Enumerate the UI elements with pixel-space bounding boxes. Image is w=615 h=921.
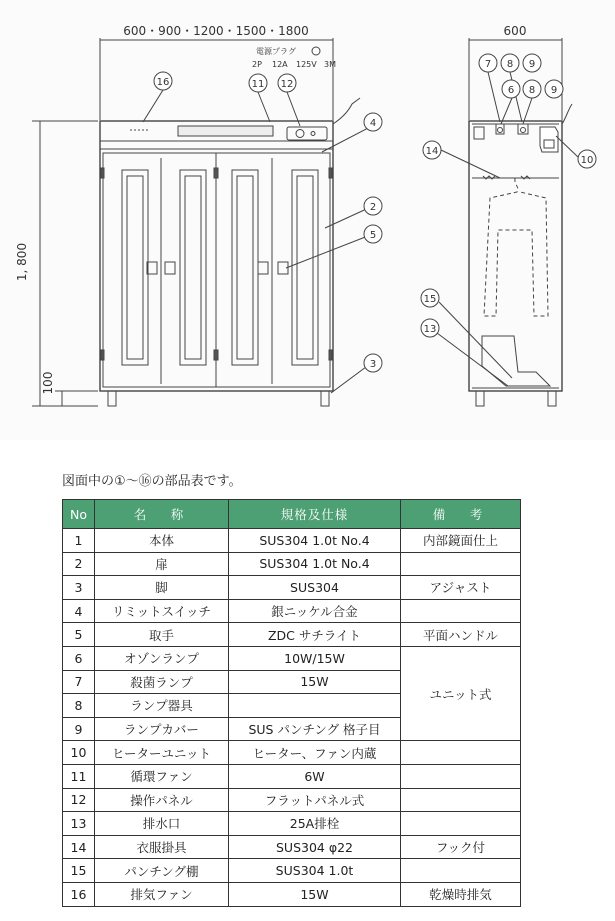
cell-name: 衣服掛具 — [95, 835, 229, 859]
callout-6: 6 — [507, 85, 515, 96]
table-caption: 図面中の①～⑯の部品表です。 — [62, 474, 242, 489]
cell-no: 16 — [63, 882, 95, 906]
cell-no: 1 — [63, 529, 95, 553]
cell-name: 排気ファン — [95, 882, 229, 906]
cell-remark — [401, 812, 521, 836]
plug-spec-3: 125V — [296, 60, 317, 69]
header-remark: 備 考 — [401, 500, 521, 529]
callout-9-top: 9 — [528, 59, 536, 70]
callout-15: 15 — [423, 294, 437, 305]
cell-name: ヒーターユニット — [95, 741, 229, 765]
cell-spec: SUS304 — [229, 576, 401, 600]
callout-13: 13 — [423, 324, 437, 335]
callout-4: 4 — [369, 118, 377, 129]
table-row — [63, 646, 521, 670]
cell-no: 9 — [63, 717, 95, 741]
callout-11: 11 — [251, 79, 265, 90]
cell-spec: 15W — [229, 670, 401, 694]
cell-remark — [401, 859, 521, 883]
table-row — [63, 552, 521, 576]
cell-no: 11 — [63, 764, 95, 788]
callout-12: 12 — [280, 79, 294, 90]
table-row — [63, 812, 521, 836]
header-spec: 規格及仕様 — [229, 500, 401, 529]
cell-remark — [401, 552, 521, 576]
table-row — [63, 859, 521, 883]
drawing-svg — [0, 0, 615, 440]
callout-7: 7 — [484, 59, 492, 70]
cell-remark: フック付 — [401, 835, 521, 859]
callout-3: 3 — [369, 359, 377, 370]
callout-14: 14 — [425, 146, 439, 157]
table-row — [63, 788, 521, 812]
table-row — [63, 835, 521, 859]
cell-spec: ZDC サチライト — [229, 623, 401, 647]
table-row — [63, 576, 521, 600]
cell-spec: SUS304 1.0t No.4 — [229, 552, 401, 576]
cell-spec: SUS304 1.0t No.4 — [229, 529, 401, 553]
cell-no: 7 — [63, 670, 95, 694]
cell-spec: ヒーター、ファン内蔵 — [229, 741, 401, 765]
cell-remark: アジャスト — [401, 576, 521, 600]
cell-name: パンチング棚 — [95, 859, 229, 883]
plug-spec-2: 12A — [272, 60, 288, 69]
height-dimension: 1, 800 — [15, 242, 29, 282]
table-row — [63, 764, 521, 788]
cell-spec: フラットパネル式 — [229, 788, 401, 812]
cell-no: 15 — [63, 859, 95, 883]
cell-remark: 乾燥時排気 — [401, 882, 521, 906]
cell-remark — [401, 764, 521, 788]
cell-spec: SUS パンチング 格子目 — [229, 717, 401, 741]
table-row — [63, 882, 521, 906]
technical-drawing — [0, 0, 615, 440]
cell-no: 13 — [63, 812, 95, 836]
cell-name: 本体 — [95, 529, 229, 553]
callout-9-lower: 9 — [550, 85, 558, 96]
cell-name: ランプ器具 — [95, 694, 229, 718]
cell-spec: 10W/15W — [229, 646, 401, 670]
header-no: No — [63, 500, 95, 529]
cell-name: 循環ファン — [95, 764, 229, 788]
plug-spec-1: 2P — [252, 60, 262, 69]
cell-remark: 内部鏡面仕上 — [401, 529, 521, 553]
cell-spec: 6W — [229, 764, 401, 788]
cell-name: 操作パネル — [95, 788, 229, 812]
cell-name: 取手 — [95, 623, 229, 647]
callout-2: 2 — [369, 202, 377, 213]
cell-name: リミットスイッチ — [95, 599, 229, 623]
cell-no: 2 — [63, 552, 95, 576]
cell-spec — [229, 694, 401, 718]
cell-no: 8 — [63, 694, 95, 718]
cell-spec: SUS304 φ22 — [229, 835, 401, 859]
side-width-dimension: 600 — [503, 24, 527, 38]
table-row — [63, 741, 521, 765]
cell-remark — [401, 599, 521, 623]
plug-label: 電源プラグ — [256, 47, 296, 56]
cell-remark: 平面ハンドル — [401, 623, 521, 647]
callout-10: 10 — [580, 155, 594, 166]
cell-no: 14 — [63, 835, 95, 859]
cell-name: 扉 — [95, 552, 229, 576]
callout-8-top: 8 — [506, 59, 514, 70]
cell-remark — [401, 741, 521, 765]
cell-name: 脚 — [95, 576, 229, 600]
cell-no: 5 — [63, 623, 95, 647]
cell-spec: 25A排栓 — [229, 812, 401, 836]
front-width-dimension: 600・900・1200・1500・1800 — [123, 24, 309, 38]
callout-16: 16 — [156, 77, 170, 88]
cell-no: 6 — [63, 646, 95, 670]
parts-table — [62, 499, 521, 907]
cell-no: 12 — [63, 788, 95, 812]
table-header-row — [63, 500, 521, 529]
cell-remark — [401, 788, 521, 812]
table-row — [63, 623, 521, 647]
cell-name: ランプカバー — [95, 717, 229, 741]
table-row — [63, 529, 521, 553]
table-row — [63, 599, 521, 623]
cell-spec: 銀ニッケル合金 — [229, 599, 401, 623]
cell-name: オゾンランプ — [95, 646, 229, 670]
cell-name: 排水口 — [95, 812, 229, 836]
plug-spec-4: 3M — [324, 60, 336, 69]
cell-no: 10 — [63, 741, 95, 765]
cell-spec: SUS304 1.0t — [229, 859, 401, 883]
cell-spec: 15W — [229, 882, 401, 906]
leg-dimension: 100 — [41, 371, 55, 395]
callout-8-lower: 8 — [528, 85, 536, 96]
header-name: 名 称 — [95, 500, 229, 529]
cell-no: 3 — [63, 576, 95, 600]
callout-5: 5 — [369, 230, 377, 241]
cell-name: 殺菌ランプ — [95, 670, 229, 694]
cell-remark-merged: ユニット式 — [401, 646, 521, 740]
cell-no: 4 — [63, 599, 95, 623]
